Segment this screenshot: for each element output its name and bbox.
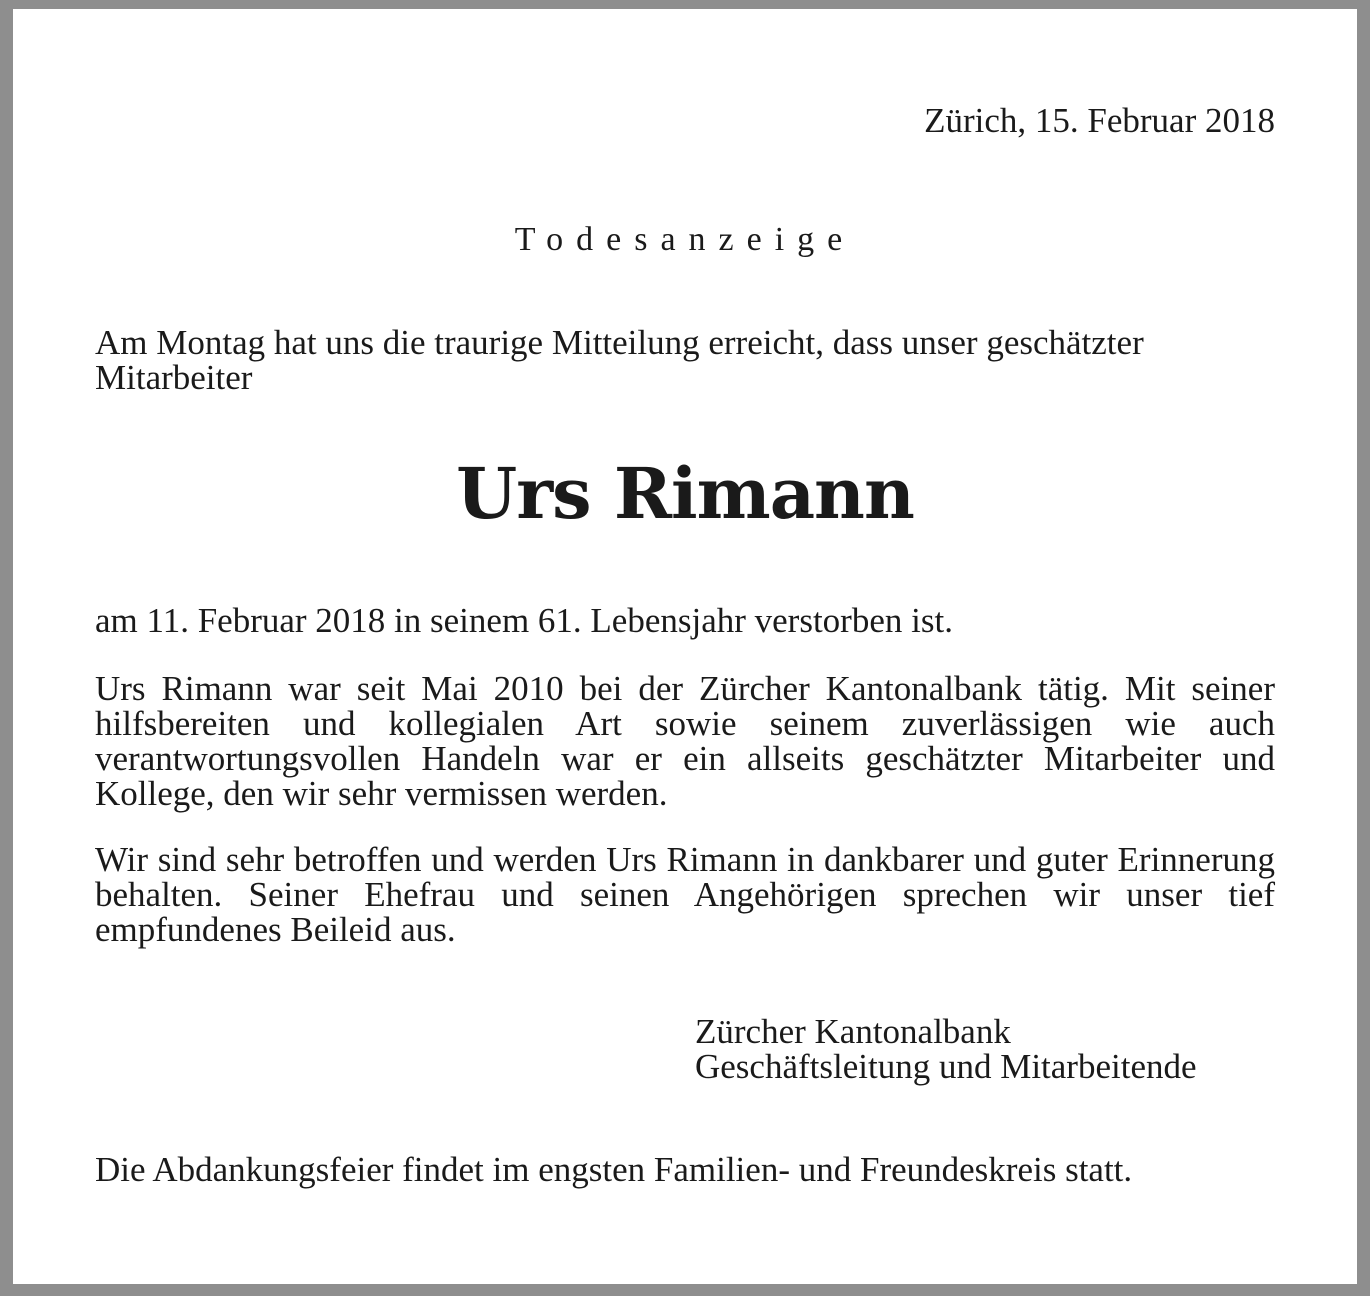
signature-organization: Zürcher Kantonalbank: [695, 1012, 1011, 1051]
place-date: Zürich, 15. Februar 2018: [924, 101, 1275, 140]
ceremony-note: Die Abdankungsfeier findet im engsten Familien- und Freundeskreis statt.: [95, 1150, 1133, 1189]
death-line: am 11. Februar 2018 in seinem 61. Lebensjahr verstorben ist.: [95, 601, 953, 640]
notice-heading: Todesanzeige: [514, 221, 856, 258]
tribute-paragraph: Urs Rimann war seit Mai 2010 bei der Zürcher Kantonalbank tätig. Mit seiner hilfsbereiten und kollegialen Art sowie seinem zuverlässigen wie auch verantwortungsvollen Handeln war er ein allseits geschätzter Mitarbeiter und Kollege, den wir sehr vermissen werden.: [95, 669, 1275, 813]
signature-group: Geschäftsleitung und Mitarbeitende: [695, 1047, 1197, 1086]
condolence-paragraph: Wir sind sehr betroffen und werden Urs Rimann in dankbarer und guter Erinnerung behalten. Seiner Ehefrau und seinen Angehörigen sprechen wir unser tief empfundenes Beileid aus.: [95, 840, 1275, 949]
signature-block: [695, 1014, 1295, 1084]
deceased-name: Urs Rimann: [456, 452, 914, 535]
intro-text: Am Montag hat uns die traurige Mitteilung erreicht, dass unser geschätzter Mitarbeiter: [95, 323, 1144, 397]
